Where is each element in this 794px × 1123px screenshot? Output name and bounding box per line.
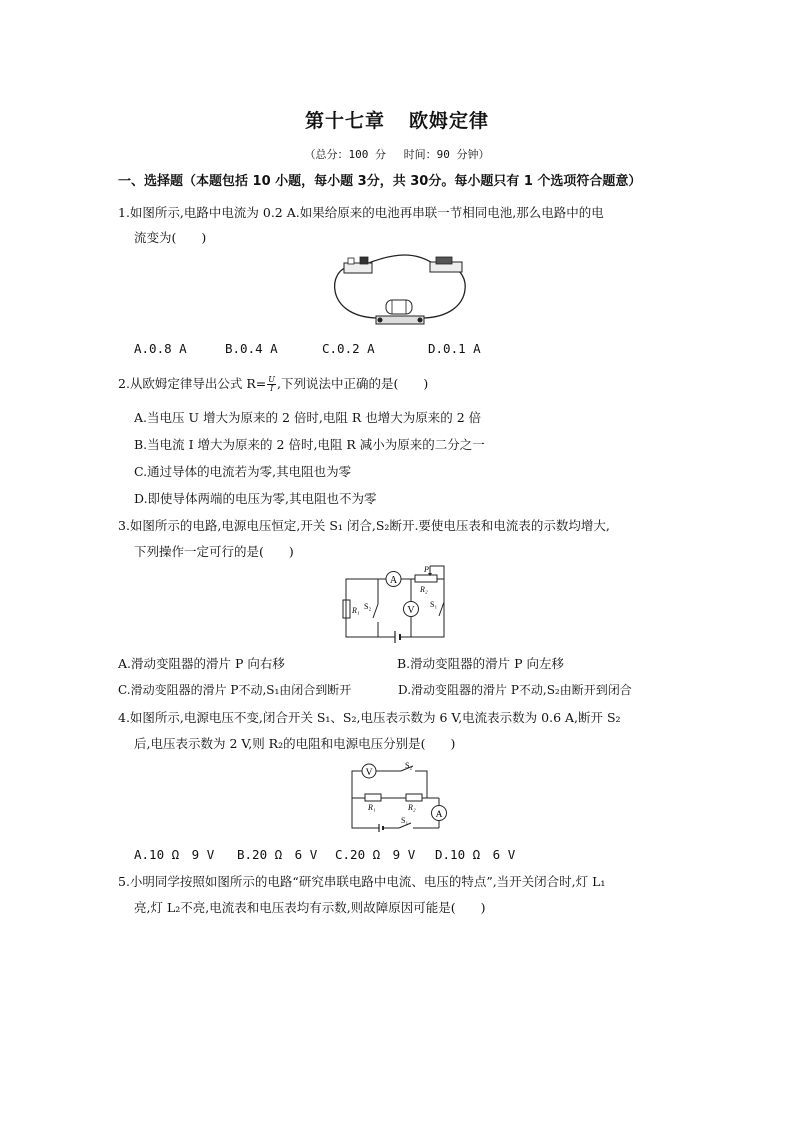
q3-ammeter-label: A (389, 575, 398, 586)
q2-formula-fraction (267, 376, 276, 393)
q4-option-c[interactable]: C.20 Ω 9 V (335, 847, 416, 862)
q4-options (134, 845, 515, 863)
q4-r2-label: R₂ (408, 803, 416, 812)
q2-option-c[interactable]: C.通过导体的电流若为零,其电阻也为零 (134, 464, 352, 479)
q2-frac-numerator: U (268, 375, 276, 384)
q1-option-b[interactable]: B.0.4 A (225, 341, 278, 356)
q4-option-d[interactable]: D.10 Ω 6 V (435, 847, 516, 862)
q2-frac-denominator: I (270, 384, 274, 393)
q4-option-b[interactable]: B.20 Ω 6 V (237, 847, 318, 862)
section-heading: 一、选择题（本题包括 10 小题，每小题 3分，共 30分。每小题只有 1 个选项符合题意） (118, 174, 642, 189)
q3-s1-label: S₁ (430, 600, 438, 609)
q3-r1-label: R₁ (352, 606, 360, 615)
q2-stem-pre: 2.从欧姆定律导出公式 R= (118, 376, 267, 391)
chapter-name: 欧姆定律 (409, 110, 490, 132)
q2-stem (118, 374, 428, 393)
q4-stem-line1: 4.如图所示,电源电压不变,闭合开关 S₁、S₂,电压表示数为 6 V,电流表示数为 0.6 A,断开 S₂ (118, 710, 621, 725)
q1-option-a[interactable]: A.0.8 A (134, 341, 187, 356)
q2-option-a[interactable]: A.当电压 U 增大为原来的 2 倍时,电阻 R 也增大为原来的 2 倍 (134, 410, 482, 425)
q1-option-d[interactable]: D.0.1 A (428, 341, 481, 356)
page-title (0, 106, 794, 133)
q1-stem-line2: 流变为( ) (134, 230, 207, 245)
chapter-number: 第十七章 (304, 110, 385, 132)
q4-circuit-figure (347, 760, 447, 832)
q3-s2-label: S₂ (364, 602, 372, 611)
q4-r1-label: R₁ (368, 803, 376, 812)
q3-circuit-figure (340, 562, 452, 646)
q4-option-a[interactable]: A.10 Ω 9 V (134, 847, 215, 862)
q5-stem-line1: 5.小明同学按照如图所示的电路“研究串联电路中电流、电压的特点”,当开关闭合时,灯 L₁ (118, 874, 606, 889)
q4-stem-line2: 后,电压表示数为 2 V,则 R₂的电阻和电源电压分别是( ) (134, 736, 456, 751)
q3-option-c[interactable]: C.滑动变阻器的滑片 P不动,S₁由闭合到断开 (118, 683, 352, 697)
q1-figure (326, 254, 474, 334)
q5-stem-line2: 亮,灯 L₂不亮,电流表和电压表均有示数,则故障原因可能是( ) (134, 900, 486, 915)
q3-voltmeter-label: V (407, 605, 415, 616)
exam-meta: （总分：100 分 时间：90 分钟） (304, 148, 490, 161)
q1-option-c[interactable]: C.0.2 A (322, 341, 375, 356)
q1-stem-line1: 1.如图所示,电路中电流为 0.2 A.如果给原来的电池再串联一节相同电池,那么电路中的电 (118, 205, 604, 220)
q2-stem-post: ,下列说法中正确的是( ) (277, 376, 429, 391)
q3-option-d[interactable]: D.滑动变阻器的滑片 P不动,S₂由断开到闭合 (398, 683, 632, 697)
q4-voltmeter-label: V (365, 768, 373, 778)
q2-option-d[interactable]: D.即使导体两端的电压为零,其电阻也不为零 (134, 491, 377, 506)
q3-stem-line1: 3.如图所示的电路,电源电压恒定,开关 S₁ 闭合,S₂断开.要使电压表和电流表的示数均增大, (118, 518, 610, 533)
q4-s1-label: S₁ (401, 816, 409, 825)
q3-option-a[interactable]: A.滑动变阻器的滑片 P 向右移 (118, 656, 285, 671)
q3-slider-label: P (424, 565, 429, 574)
q1-options (134, 341, 481, 356)
q4-s2-label: S₂ (405, 761, 413, 770)
q3-r2-label: R₂ (420, 585, 428, 594)
q3-option-b[interactable]: B.滑动变阻器的滑片 P 向左移 (397, 656, 565, 671)
q3-stem-line2: 下列操作一定可行的是( ) (134, 544, 294, 559)
q4-ammeter-label: A (435, 810, 443, 820)
q2-option-b[interactable]: B.当电流 I 增大为原来的 2 倍时,电阻 R 减小为原来的二分之一 (134, 437, 485, 452)
